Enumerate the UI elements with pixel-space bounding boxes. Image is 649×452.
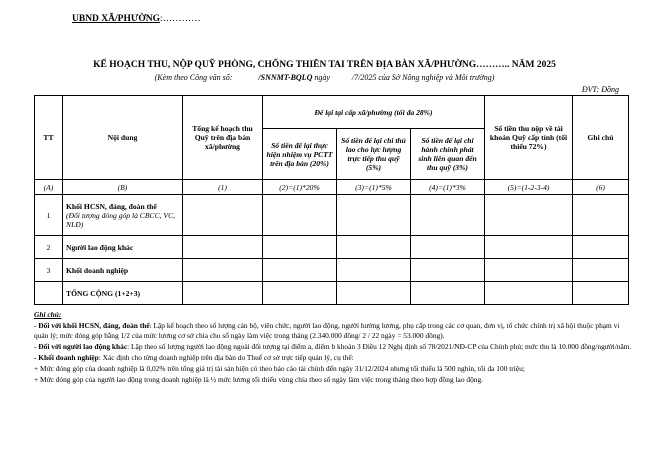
header-note: Ghi chú (573, 96, 629, 180)
code-cell: (3)=(1)*5% (337, 180, 411, 195)
subtitle-date: /7/2025 của Sở Nông nghiệp và Môi trường) (351, 73, 495, 82)
table-code-row (35, 180, 629, 195)
header-content: Nội dung (63, 96, 183, 180)
note-item (34, 342, 634, 352)
total-label: TỔNG CỘNG (1+2+3) (63, 282, 183, 305)
subheader-admin: Số tiền để lại chi hành chính phát sinh liên quan đến thu quỹ (3%) (411, 129, 485, 180)
subheader-remuneration: Số tiền để lại chi thù lao cho lực lượng trực tiếp thu quỹ (5%) (337, 129, 411, 180)
note-lead: - Khối doanh nghiệp (34, 352, 99, 362)
code-cell: (B) (63, 180, 183, 195)
note-text: : Lập theo số lượng người lao động ngoài đối tượng tại điểm a, điểm b khoản 3 Điều 12 Nghị định số 78/2021/NĐ-CP của Chính phủ; mức thu là 10.000 đồng/người/năm. (127, 341, 632, 351)
table-header-row (35, 96, 629, 129)
table-total-row (35, 282, 629, 305)
row-content (63, 195, 183, 236)
subtitle-prefix: (Kèm theo Công văn số: (154, 73, 233, 82)
row-tt: 3 (35, 259, 63, 282)
code-cell: (4)=(1)*3% (411, 180, 485, 195)
note-text: + Mức đóng góp của doanh nghiệp là 0,02% trên tổng giá trị tài sản hiện có theo báo cáo tài chính đến ngày 31/12/2024 nhưng tối thiểu là 500 nghìn, tối đa 100 triệu; (34, 363, 525, 373)
header-retained: Để lại tại cấp xã/phường (tối đa 28%) (263, 96, 485, 129)
header-tt: TT (35, 96, 63, 180)
code-cell: (6) (573, 180, 629, 195)
notes-heading: Ghi chú: (34, 310, 62, 319)
unit-header-suffix: :………… (160, 14, 201, 24)
code-cell: (2)=(1)*20% (263, 180, 337, 195)
unit-header (72, 14, 201, 24)
notes-section (34, 310, 634, 386)
table-row (35, 236, 629, 259)
note-item (34, 353, 634, 363)
code-cell: (5)=(1-2-3-4) (485, 180, 573, 195)
row-tt: 2 (35, 236, 63, 259)
plan-table (34, 95, 629, 305)
code-cell: (1) (183, 180, 263, 195)
row-note: (Đối tượng đóng góp là CBCC, VC, NLĐ) (66, 210, 176, 229)
page-title: KẾ HOẠCH THU, NỘP QUỸ PHÒNG, CHỐNG THIÊN TAI TRÊN ĐỊA BÀN XÃ/PHƯỜNG……….. NĂM 2025 (93, 60, 556, 70)
note-lead: - Đối với người lao động khác (34, 341, 128, 351)
note-lead: - Đối với khối HCSN, đảng, đoàn thể (34, 320, 150, 330)
code-cell: (A) (35, 180, 63, 195)
subheader-pctt: Số tiền để lại thực hiện nhiệm vụ PCTT trên địa bàn (20%) (263, 129, 337, 180)
note-text: + Mức đóng góp của người lao động trong doanh nghiệp là ½ mức lương tối thiểu vùng chia theo số ngày làm việc trong tháng theo hợp đồng lao động. (34, 374, 483, 384)
header-transfer: Số tiền thu nộp về tài khoản Quỹ cấp tỉnh (tối thiểu 72%) (485, 96, 573, 180)
row-label: Người lao động khác (63, 236, 183, 259)
subtitle-middle: ngày (312, 73, 330, 82)
header-total: Tổng kế hoạch thu Quỹ trên địa bàn xã/phường (183, 96, 263, 180)
currency-unit: ĐVT: Đồng (581, 85, 619, 94)
note-item (34, 375, 634, 385)
table-row (35, 259, 629, 282)
subtitle-ref: /SNNMT-BQLQ (258, 73, 313, 82)
page-subtitle (0, 73, 649, 82)
table-row (35, 195, 629, 236)
note-item (34, 364, 634, 374)
row-tt: 1 (35, 195, 63, 236)
note-text: : Lập kế hoạch theo số lượng cán bộ, viên chức, người lao động, người hưởng lương, phụ cấp trong các cơ quan, đơn vị, tổ chức chính trị xã hội thuộc phạm vi quản lý; mức đóng góp bằng 1/2 của mức lương cơ sở chia cho số ngày làm việc trong tháng (2.340.000 đồng/ 2 / 22 ngày = 53.000 đồng). (34, 320, 620, 340)
row-label: Khối doanh nghiệp (63, 259, 183, 282)
note-text: : Xác định cho từng doanh nghiệp trên địa bàn do Thuế cơ sở trực tiếp quản lý, cụ thể: (98, 352, 354, 362)
note-item (34, 321, 634, 341)
row-label: Khối HCSN, đảng, đoàn thể (66, 201, 157, 211)
unit-header-prefix: UBND XÃ/PHƯỜNG (72, 14, 161, 24)
